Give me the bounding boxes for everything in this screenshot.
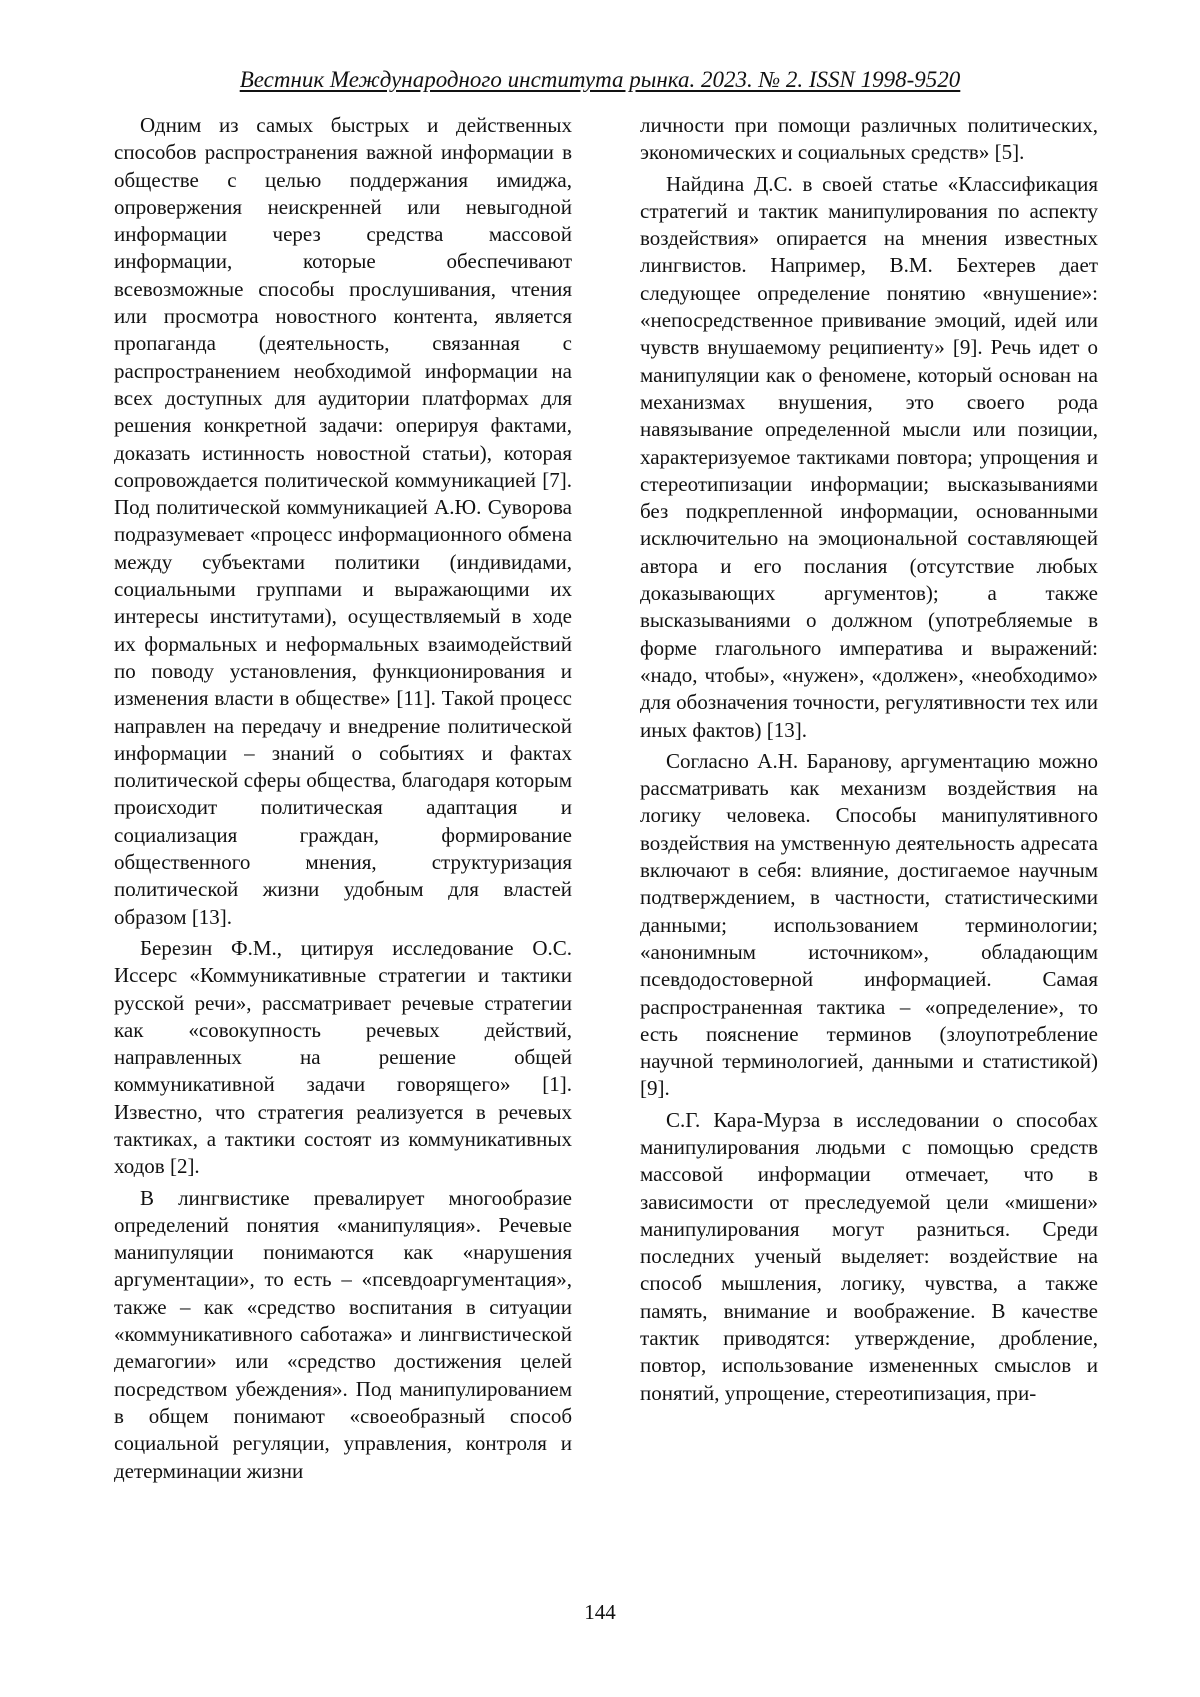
paragraph: Одним из самых быстрых и действенных способов распространения важной информации в обществе с целью поддержания имиджа, опровержения неискренней или невыгодной информации через средства массовой информации, которые обеспечивают всевозможные способы прослушивания, чтения или просмотра новостного контента, является пропаганда (деятельность, связанная с распространением необходимой информации на всех доступных для аудитории платформах для решения конкретной задачи: оперируя фактами, доказать истинность новостной статьи), которая сопровождается политической коммуникацией [7]. Под политической коммуникацией А.Ю. Суворова подразумевает «процесс информационного обмена между субъектами политики (индивидами, социальными группами и выражающими их интересы институтами), осуществляемый в ходе их формальных и неформальных взаимодействий по поводу установления, функционирования и изменения власти в обществе» [11]. Такой процесс направлен на передачу и внедрение политической информации – знаний о событиях и фактах политической сферы общества, благодаря которым происходит политическая адаптация и социализация граждан, формирование общественного мнения, структуризация политической жизни удобным для властей образом [13]. [114, 113, 572, 929]
paragraph: В лингвистике превалирует многообразие определений понятия «манипуляция». Речевые манипуляции понимаются как «нарушения аргументации», то есть – «псевдоаргументация», также – как «средство воспитания в ситуации «коммуникативного саботажа» и лингвистической демагогии» или «средство достижения целей посредством убеждения». Под манипулированием в общем понимают «своеобразный способ социальной регуляции, управления, контроля и детерминации жизни [114, 1185, 572, 1483]
page-number: 144 [584, 1600, 616, 1624]
paragraph: Березин Ф.М., цитируя исследование О.С. Иссерс «Коммуникативные стратегии и тактики русской речи», рассматривает речевые стратегии как «совокупность речевых действий, направленных на решение общей коммуникативной задачи говорящего» [1]. Известно, что стратегия реализуется в речевых тактиках, а тактики состоят из коммуникативных ходов [2]. [114, 935, 572, 1179]
paragraph: Согласно А.Н. Баранову, аргументацию можно рассматривать как механизм воздействия на логику человека. Способы манипулятивного воздействия на умственную деятельность адресата включают в себя: влияние, достигаемое научным подтверждением, в частности, статистическими данными; использованием терминологии; «анонимным источником», обладающим псевдодостоверной информацией. Самая распространенная тактика – «определение», то есть пояснение терминов (злоупотребление научной терминологией, данными и статистикой) [9]. [640, 748, 1098, 1101]
journal-header: Вестник Международного института рынка. 2023. № 2. ISSN 1998-9520 [239, 67, 961, 92]
right-column [640, 112, 1098, 1411]
paragraph: Найдина Д.С. в своей статье «Классификация стратегий и тактик манипулирования по аспекту воздействия» опирается на мнения известных лингвистов. Например, В.М. Бехтерев дает следующее определение понятию «внушение»: «непосредственное прививание эмоций, идей или чувств внушаемому реципиенту» [9]. Речь идет о манипуляции как о феномене, который основан на механизмах внушения, это своего рода навязывание определенной мысли или позиции, характеризуемое тактиками повтора; упрощения и стереотипизации информации; высказываниями без подкрепленной информации, основанными исключительно на эмоциональной составляющей автора и его послания (отсутствие любых доказывающих аргументов); а также высказываниями о должном (употребляемые в форме глагольного императива и выражений: «надо, чтобы», «нужен», «должен», «необходимо» для обозначения точности, регулятивности тех или иных фактов) [13]. [640, 171, 1098, 742]
paragraph-continued: личности при помощи различных политических, экономических и социальных средств» [5]. [640, 113, 1098, 165]
paragraph: С.Г. Кара-Мурза в исследовании о способах манипулирования людьми с помощью средств массовой информации отмечает, что в зависимости от преследуемой цели «мишени» манипулирования могут разниться. Среди последних ученый выделяет: воздействие на способ мышления, логику, чувства, а также память, внимание и воображение. В качестве тактик приводятся: утверждение, дробление, повтор, использование измененных смыслов и понятий, упрощение, стереотипизация, при- [640, 1107, 1098, 1405]
left-column [114, 112, 572, 1489]
